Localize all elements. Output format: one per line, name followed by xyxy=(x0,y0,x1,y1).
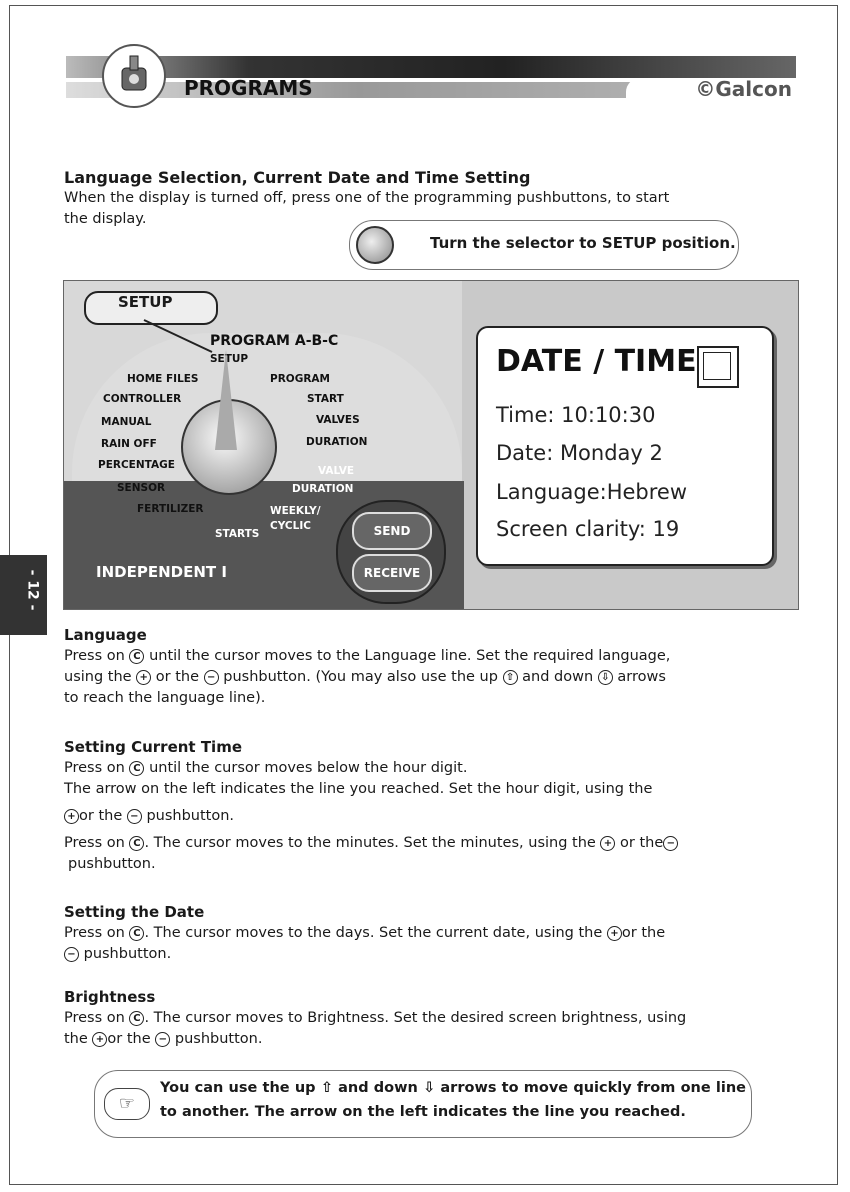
text: . The cursor moves to the minutes. Set the minutes, using the xyxy=(144,835,596,851)
up-arrow-icon: ⇧ xyxy=(503,670,518,685)
down-arrow-icon: ⇩ xyxy=(598,670,613,685)
brightness-text xyxy=(64,1008,784,1050)
screen-date: Date: Monday 2 xyxy=(496,441,663,465)
text: pushbutton. xyxy=(174,1031,263,1047)
dial-label-fertilizer: FERTILIZER xyxy=(137,503,204,515)
dial-label-valve-duration: DURATION xyxy=(292,483,354,495)
section-title: PROGRAMS xyxy=(184,76,313,100)
text: to reach the language line). xyxy=(64,690,266,706)
controller-device-icon xyxy=(102,44,166,108)
dial-label-setup: SETUP xyxy=(210,353,249,365)
cursor-button-icon: C xyxy=(129,761,144,776)
text: until the cursor moves below the hour digit. xyxy=(149,760,468,776)
minus-button-icon: − xyxy=(204,670,219,685)
brightness-heading: Brightness xyxy=(64,988,156,1006)
text: pushbutton. xyxy=(68,856,156,872)
screen-language: Language:Hebrew xyxy=(496,480,688,504)
dial-label-home-files: HOME FILES xyxy=(127,373,199,385)
tip-text: You can use the up ⇧ and down ⇩ arrows to move quickly from one line to another. The arrow on the left indicates the line you reached. xyxy=(160,1080,746,1120)
text: arrows xyxy=(617,669,666,685)
cursor-button-icon: C xyxy=(129,649,144,664)
plus-button-icon: + xyxy=(64,809,79,824)
cursor-button-icon: C xyxy=(129,836,144,851)
cursor-button-icon: C xyxy=(129,926,144,941)
setup-arrow-icon xyxy=(140,318,220,358)
send-button[interactable]: SEND xyxy=(352,512,432,550)
text: or the xyxy=(155,669,200,685)
intro-heading: Language Selection, Current Date and Time Setting xyxy=(64,168,531,187)
plus-button-icon: + xyxy=(92,1032,107,1047)
text: Press on xyxy=(64,648,125,664)
plus-button-icon: + xyxy=(600,836,615,851)
clock-face xyxy=(703,352,731,380)
selector-knob-icon xyxy=(356,226,394,264)
brand-name xyxy=(695,77,792,101)
text: The arrow on the left indicates the line you reached. Set the hour digit, using the xyxy=(64,781,653,797)
dial-label-valves: VALVES xyxy=(316,414,360,426)
galcon-logo-icon: © xyxy=(695,77,716,101)
text: using the xyxy=(64,669,132,685)
text: or the xyxy=(621,925,666,941)
plus-button-icon: + xyxy=(136,670,151,685)
text: Press on xyxy=(64,760,125,776)
dial-pointer-icon xyxy=(215,350,237,450)
dial-label-sensor: SENSOR xyxy=(117,482,166,494)
time-heading: Setting Current Time xyxy=(64,738,243,756)
selector-instruction: Turn the selector to SETUP position. xyxy=(430,234,736,252)
dial-label-start: START xyxy=(307,393,344,405)
text: or the xyxy=(620,835,664,851)
text: pushbutton. (You may also use the up xyxy=(223,669,498,685)
dial-label-percentage: PERCENTAGE xyxy=(98,459,175,471)
dial-label-cyclic: CYCLIC xyxy=(270,520,311,532)
text: pushbutton. xyxy=(83,946,172,962)
header-bar xyxy=(66,56,796,78)
screen-title: DATE / TIME xyxy=(496,344,697,379)
dial-label-manual: MANUAL xyxy=(101,416,152,428)
cursor-button-icon: C xyxy=(129,1011,144,1026)
text: or the xyxy=(107,1031,151,1047)
minus-button-icon: − xyxy=(663,836,678,851)
setup-callout-label: SETUP xyxy=(118,293,173,311)
dial-label-program: PROGRAM xyxy=(270,373,330,385)
text: Press on xyxy=(64,835,125,851)
text: Press on xyxy=(64,925,125,941)
date-text xyxy=(64,923,784,965)
minus-button-icon: − xyxy=(127,809,142,824)
dial-label-starts: STARTS xyxy=(215,528,260,540)
receive-button[interactable]: RECEIVE xyxy=(352,554,432,592)
independent-label: INDEPENDENT I xyxy=(96,563,227,581)
text: the xyxy=(64,1031,88,1047)
screen-time: Time: 10:10:30 xyxy=(496,403,656,427)
text: . The cursor moves to Brightness. Set the desired screen brightness, using xyxy=(144,1010,687,1026)
page-header xyxy=(66,52,796,104)
clock-icon xyxy=(697,346,739,388)
dial-label-controller: CONTROLLER xyxy=(103,393,182,405)
pointing-hand-icon: ☞ xyxy=(104,1088,150,1120)
text: or the xyxy=(79,808,123,824)
text: until the cursor moves to the Language line. Set the required language, xyxy=(149,648,671,664)
minus-button-icon: − xyxy=(155,1032,170,1047)
plus-button-icon: + xyxy=(607,926,622,941)
text: . The cursor moves to the days. Set the current date, using the xyxy=(144,925,603,941)
dial-label-valve: VALVE xyxy=(318,465,355,477)
dial-label-duration: DURATION xyxy=(306,436,368,448)
intro-line-2: the display. xyxy=(64,211,147,227)
page-number: - 12 - xyxy=(24,569,41,611)
dial-label-rain-off: RAIN OFF xyxy=(101,438,157,450)
screen-clarity: Screen clarity: 19 xyxy=(496,517,680,541)
text: pushbutton. xyxy=(146,808,235,824)
text: Press on xyxy=(64,1010,125,1026)
minus-button-icon: − xyxy=(64,947,79,962)
brand-text: Galcon xyxy=(715,77,792,101)
date-heading: Setting the Date xyxy=(64,903,205,921)
dial-label-weekly: WEEKLY/ xyxy=(270,505,321,517)
program-label: PROGRAM A-B-C xyxy=(210,333,339,349)
language-heading: Language xyxy=(64,626,147,644)
language-text xyxy=(64,646,784,709)
intro-line-1: When the display is turned off, press one of the programming pushbuttons, to start xyxy=(64,190,670,206)
text: and down xyxy=(522,669,594,685)
time-text xyxy=(64,758,784,875)
